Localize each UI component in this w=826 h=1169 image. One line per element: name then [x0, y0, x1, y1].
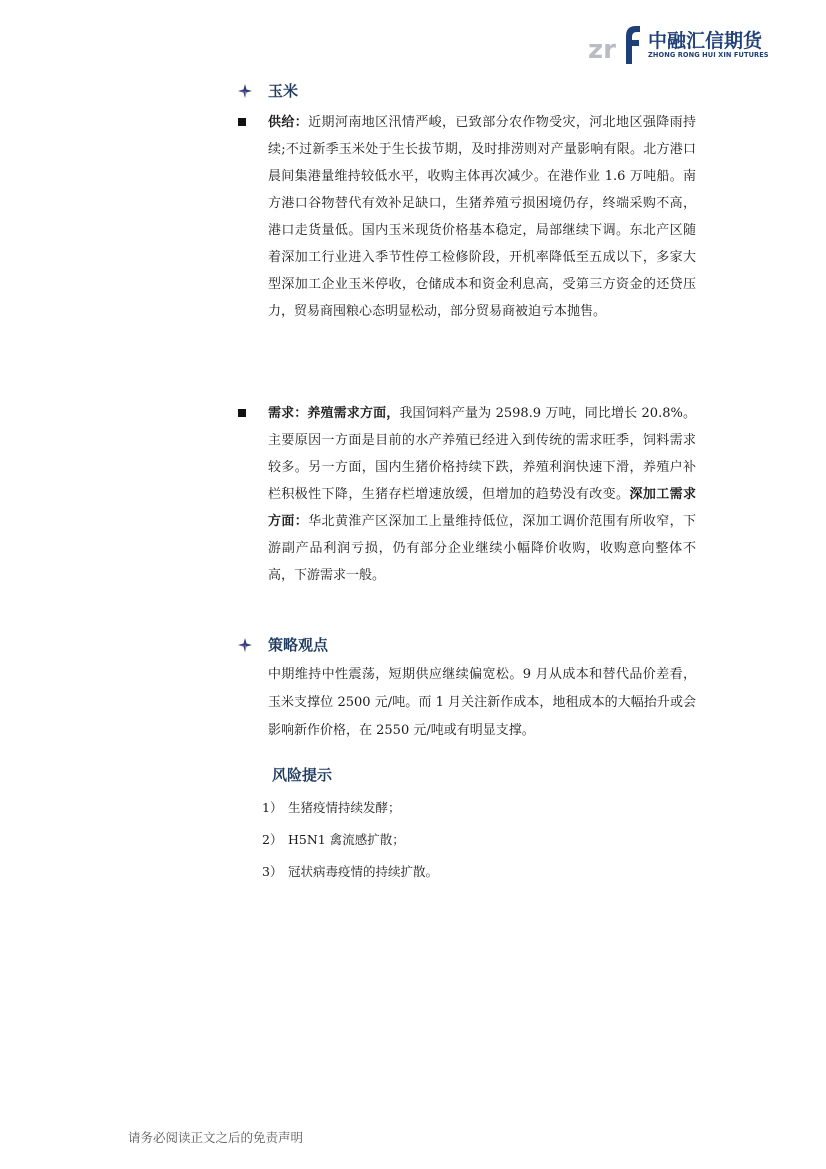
cross-bullet-icon — [238, 84, 252, 98]
demand-sub1-text: 我国饲料产量为 2598.9 万吨，同比增长 20.8%。主要原因一方面是目前的水产养殖已经进入到传统的需求旺季，饲料需求较多。另一方面，国内生猪价格持续下跌，养殖利润快速下滑，养殖户补栏积极性下降，生猪存栏增速放缓，但增加的趋势没有改变。 — [268, 406, 696, 502]
risk-item-text: 冠状病毒疫情的持续扩散。 — [288, 864, 439, 879]
risk-item — [262, 830, 405, 848]
company-logo — [588, 20, 778, 64]
demand-sub2-label: 深加工需求方面： — [268, 487, 696, 529]
disclaimer-footer: 请务必阅读正文之后的免责声明 — [128, 1130, 304, 1145]
risk-item-number: 1） — [262, 800, 283, 815]
supply-paragraph — [268, 109, 696, 325]
risk-item-number: 3） — [262, 864, 283, 879]
demand-label: 需求： — [268, 406, 308, 421]
supply-text: 近期河南地区汛情严峻，已致部分农作物受灾，河北地区强降雨持续;不过新季玉米处于生长拔节期，及时排涝则对产量影响有限。北方港口晨间集港量维持较低水平，收购主体再次减少。在港作业 1.6 万吨船。南方港口谷物替代有效补足缺口，生猪养殖亏损困境仍存，终端采购不高，港口走货量低。国内玉米现货价格基本稳定，局部继续下调。东北产区随着深加工行业进入季节性停工检修阶段，开机率降低至五成以下，多家大型深加工企业玉米停收，仓储成本和资金利息高，受第三方资金的还贷压力，贸易商囤粮心态明显松动，部分贸易商被迫亏本抛售。 — [268, 115, 696, 319]
section-heading-corn — [238, 80, 298, 101]
square-bullet-icon — [238, 118, 246, 126]
demand-sub1-label: 养殖需求方面， — [307, 406, 400, 421]
square-bullet-icon — [238, 409, 246, 417]
section-heading-strategy — [238, 634, 328, 655]
cross-bullet-icon — [238, 638, 252, 652]
svg-text:zr: zr — [588, 35, 616, 64]
section-title-risk: 风险提示 — [272, 766, 333, 784]
section-title-corn: 玉米 — [268, 82, 299, 100]
risk-item-text: H5N1 禽流感扩散； — [288, 832, 405, 847]
section-title-strategy: 策略观点 — [268, 636, 329, 654]
zrhx-logo-icon — [588, 20, 640, 64]
risk-item-number: 2） — [262, 832, 283, 847]
demand-paragraph — [268, 400, 696, 589]
strategy-paragraph: 中期维持中性震荡，短期供应继续偏宽松。9 月从成本和替代品价差看，玉米支撑位 2500 元/吨。而 1 月关注新作成本，地租成本的大幅抬升或会影响新作价格，在 2550 元/吨或有明显支撑。 — [268, 667, 696, 738]
demand-sub2-text: 华北黄淮产区深加工上量维持低位，深加工调价范围有所收窄，下游副产品利润亏损，仍有部分企业继续小幅降价收购，收购意向整体不高，下游需求一般。 — [268, 514, 696, 583]
risk-item-text: 生猪疫情持续发酵； — [288, 800, 401, 815]
logo-english-name: ZHONG RONG HUI XIN FUTURES — [648, 51, 769, 59]
logo-chinese-name: 中融汇信期货 — [648, 30, 763, 52]
risk-item — [262, 862, 438, 880]
supply-label: 供给： — [268, 115, 309, 130]
risk-item — [262, 798, 401, 816]
